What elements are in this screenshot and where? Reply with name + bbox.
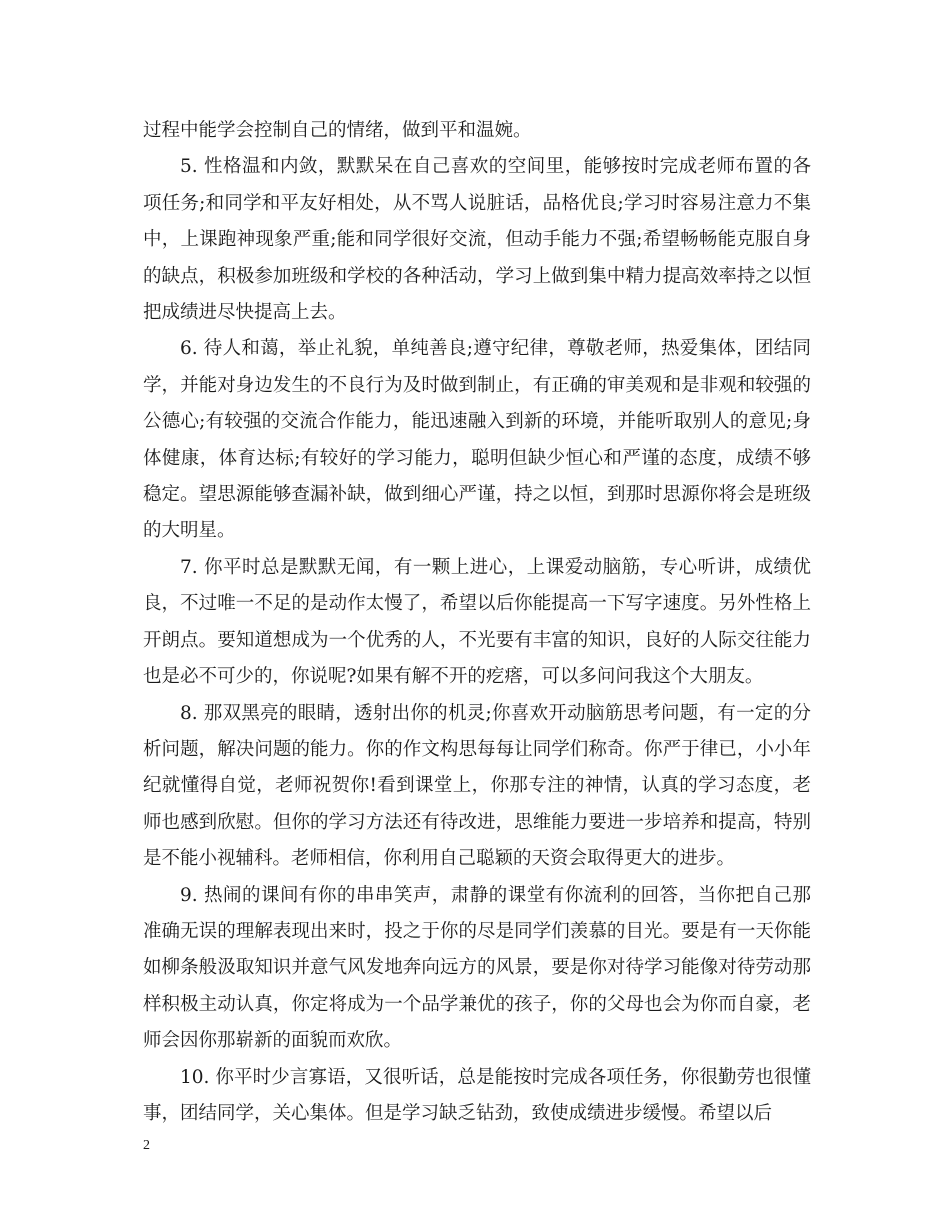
paragraph-comment-8: 8. 那双黑亮的眼睛，透射出你的机灵;你喜欢开动脑筋思考问题，有一定的分析问题，解决问题的能力。你的作文构思每每让同学们称奇。你严于律已，小小年纪就懂得自觉，老师祝贺你!看到课堂上，你那专注的神情，认真的学习态度，老师也感到欣慰。但你的学习方法还有待改进，思维能力要进一步培养和提高，特别是不能小视辅科。老师相信，你利用自己聪颖的天资会取得更大的进步。 <box>143 702 811 870</box>
paragraph-comment-10: 10. 你平时少言寡语，又很听话，总是能按时完成各项任务，你很勤劳也很懂事，团结同学，关心集体。但是学习缺乏钻劲，致使成绩进步缓慢。希望以后 <box>143 1066 811 1124</box>
paragraph-continuation: 过程中能学会控制自己的情绪，做到平和温婉。 <box>143 120 532 141</box>
document-body <box>143 113 811 1132</box>
paragraph-comment-7: 7. 你平时总是默默无闻，有一颗上进心，上课爱动脑筋，专心听讲，成绩优良，不过唯一不足的是动作太慢了，希望以后你能提高一下写字速度。另外性格上开朗点。要知道想成为一个优秀的人，不光要有丰富的知识，良好的人际交往能力也是必不可少的，你说呢?如果有解不开的疙瘩，可以多问问我这个大朋友。 <box>143 556 811 688</box>
paragraph-comment-9: 9. 热闹的课间有你的串串笑声，肃静的课堂有你流利的回答，当你把自己那准确无误的理解表现出来时，投之于你的尽是同学们羡慕的目光。要是有一天你能如柳条般汲取知识并意气风发地奔向远方的风景，要是你对待学习能像对待劳动那样积极主动认真，你定将成为一个品学兼优的孩子，你的父母也会为你而自豪，老师会因你那崭新的面貌而欢欣。 <box>143 884 811 1052</box>
paragraph-comment-6: 6. 待人和蔼，举止礼貌，单纯善良;遵守纪律，尊敬老师，热爱集体，团结同学，并能对身边发生的不良行为及时做到制止，有正确的审美观和是非观和较强的公德心;有较强的交流合作能力，能迅速融入到新的环境，并能听取别人的意见;身体健康，体育达标;有较好的学习能力，聪明但缺少恒心和严谨的态度，成绩不够稳定。望思源能够查漏补缺，做到细心严谨，持之以恒，到那时思源你将会是班级的大明星。 <box>143 338 811 542</box>
paragraph-comment-5: 5. 性格温和内敛，默默呆在自己喜欢的空间里，能够按时完成老师布置的各项任务;和同学和平友好相处，从不骂人说脏话，品格优良;学习时容易注意力不集中，上课跑神现象严重;能和同学很好交流，但动手能力不强;希望畅畅能克服自身的缺点，积极参加班级和学校的各种活动，学习上做到集中精力提高效率持之以恒把成绩进尽快提高上去。 <box>143 156 811 324</box>
page-number: 2 <box>143 1138 150 1153</box>
